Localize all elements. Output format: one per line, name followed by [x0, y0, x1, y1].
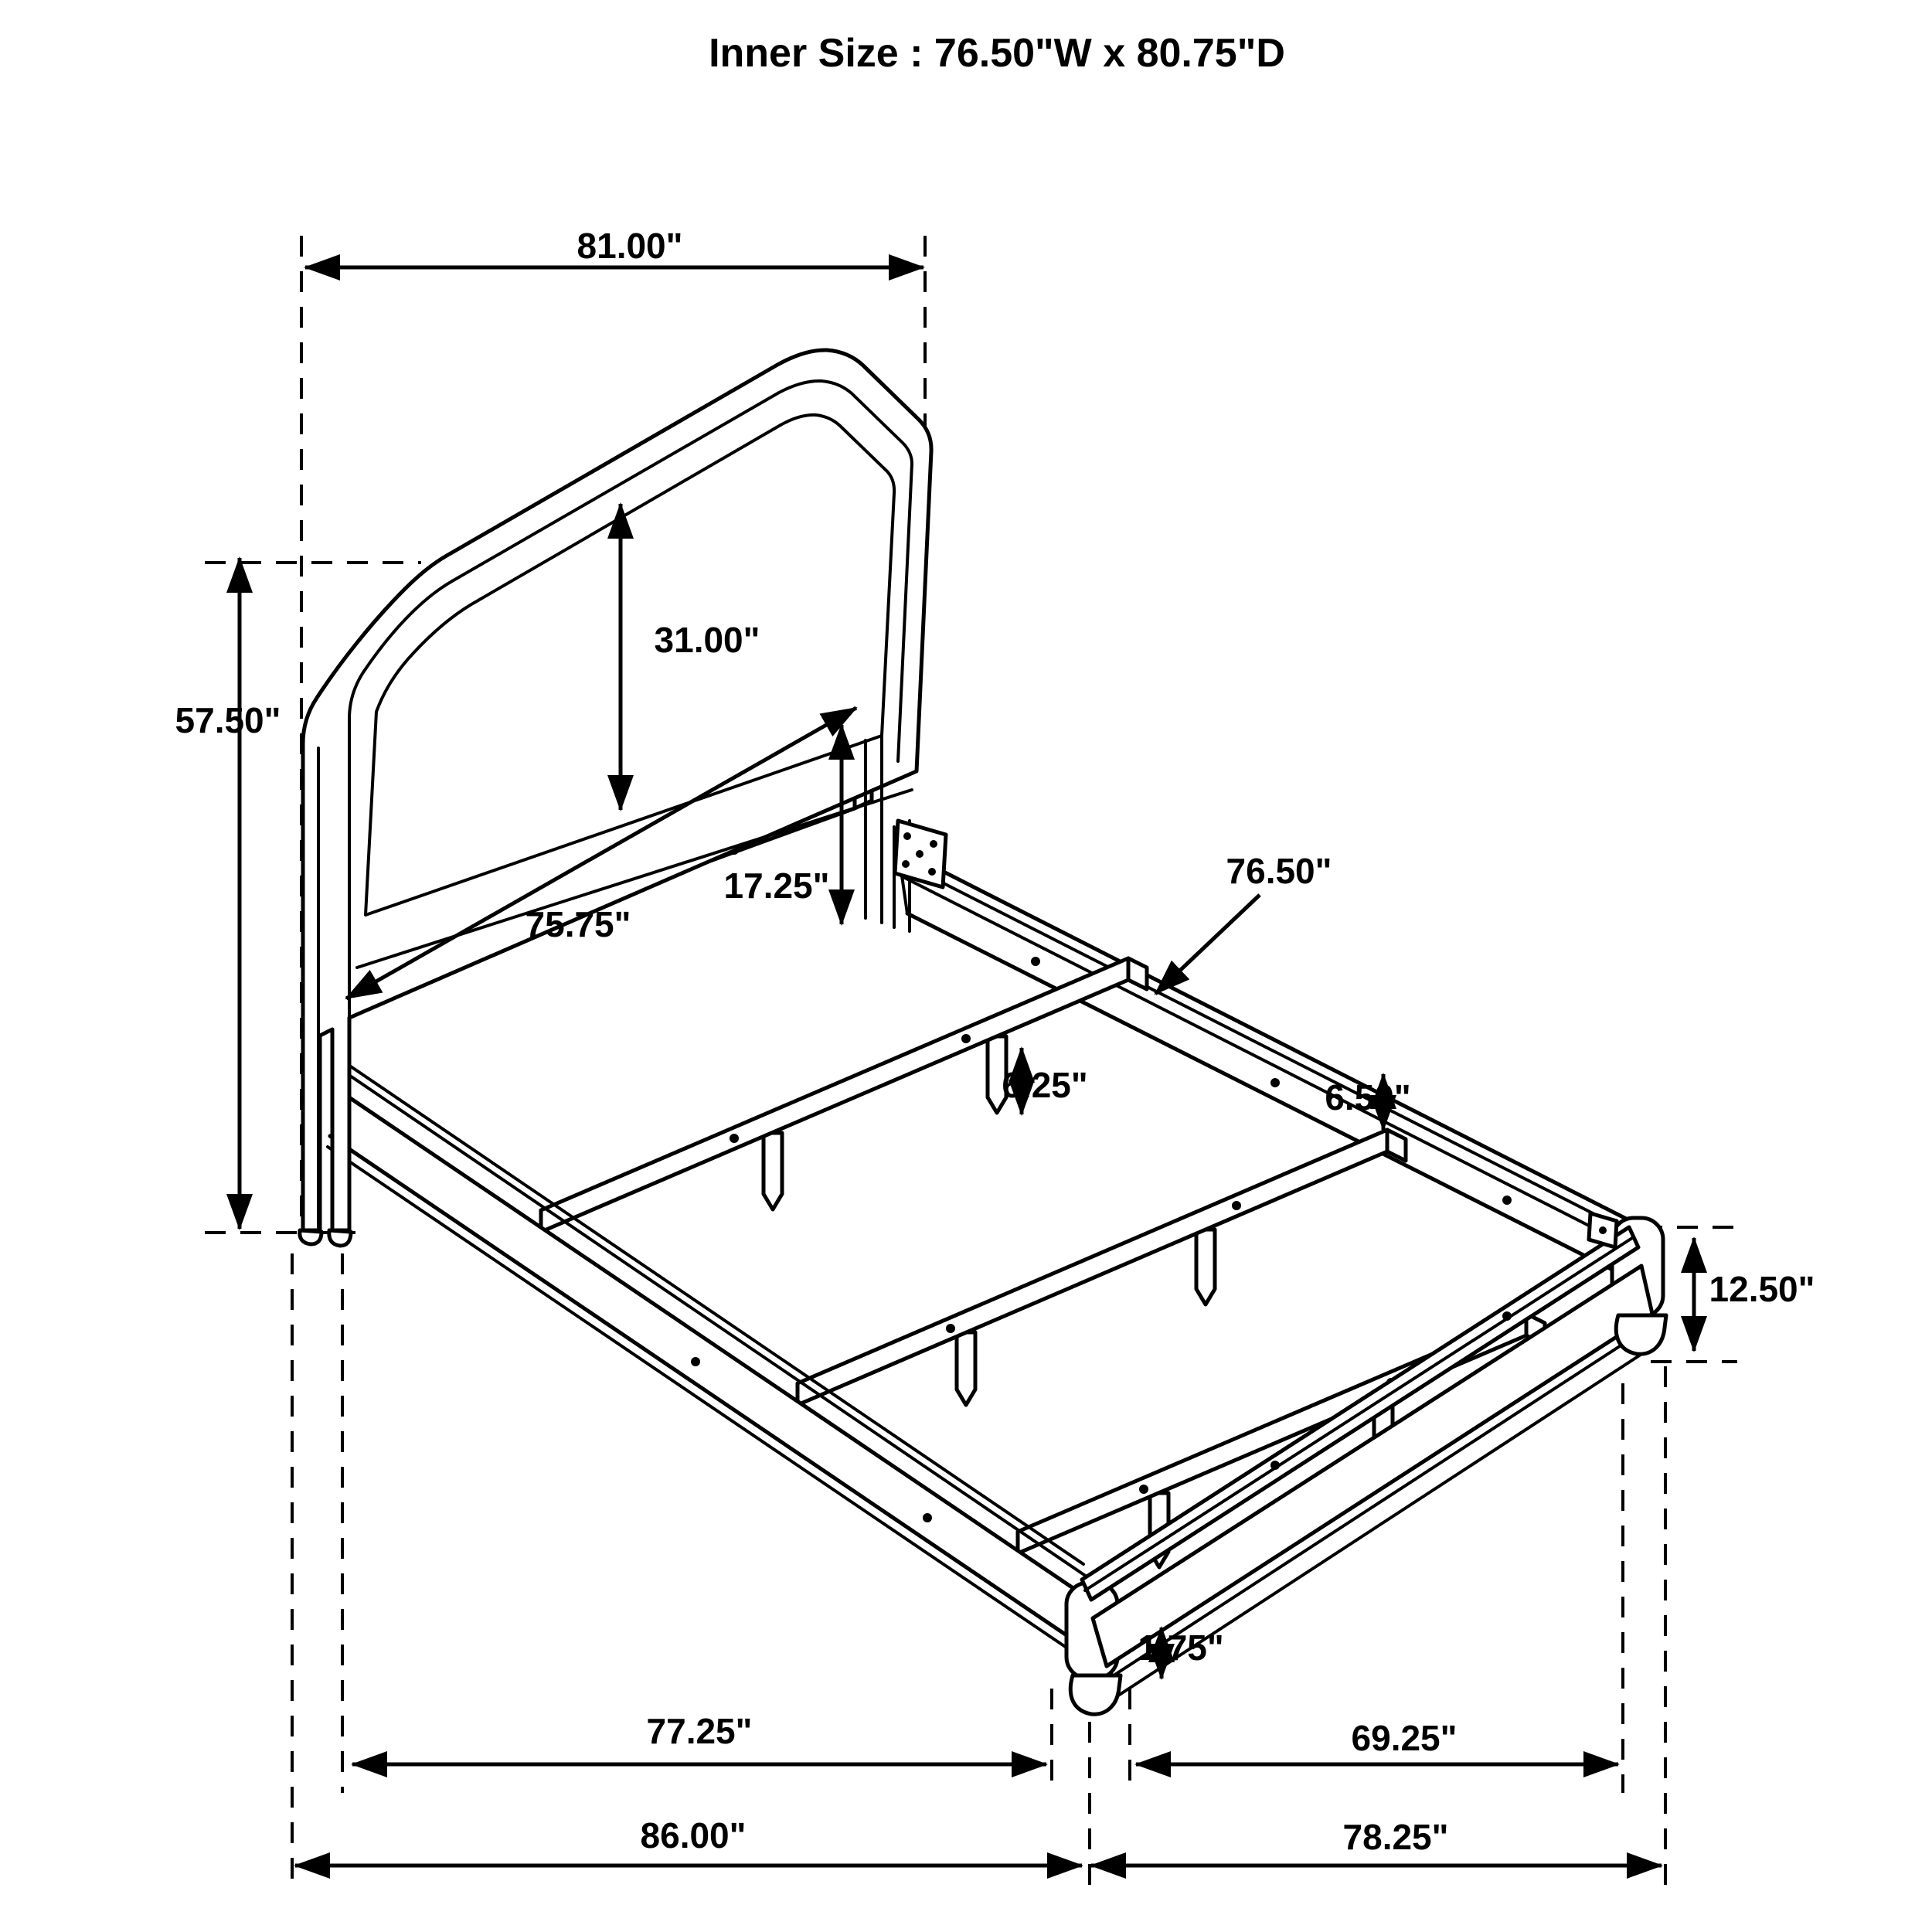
- screw-hole-icon: [1502, 1196, 1512, 1205]
- dimension-foot-height-1-75: [1138, 1628, 1223, 1679]
- dimension-frame-inner-77: [352, 1711, 1046, 1764]
- dimension-label: 12.50": [1709, 1269, 1815, 1309]
- screw-hole-icon: [902, 860, 910, 868]
- dimension-label: 31.00": [654, 620, 760, 660]
- screw-hole-icon: [916, 850, 923, 858]
- dimension-footboard-outer-78: [1091, 1817, 1662, 1866]
- dimension-label: 75.75": [525, 904, 631, 944]
- footboard-left-bun-foot: [1070, 1675, 1121, 1714]
- dimension-label: 1.75": [1138, 1628, 1224, 1668]
- dimension-label: 6.25": [1002, 1065, 1088, 1105]
- slat-leg: [957, 1332, 975, 1405]
- screw-hole-icon: [1232, 1201, 1241, 1210]
- screw-hole-icon: [1031, 957, 1040, 966]
- dimension-label: 17.25": [723, 866, 830, 906]
- dimension-label: 86.00": [640, 1815, 747, 1855]
- headboard-leg-glide: [300, 1230, 321, 1244]
- headboard: [300, 350, 931, 1246]
- dimension-slat-leg-6-25: [1002, 1048, 1087, 1114]
- screw-hole-icon: [903, 832, 911, 840]
- screw-hole-icon: [1270, 1078, 1280, 1087]
- screw-hole-icon: [1599, 1226, 1607, 1234]
- dimension-label: 77.25": [646, 1711, 753, 1751]
- screw-hole-icon: [1502, 1311, 1512, 1321]
- slat-leg: [1196, 1230, 1215, 1304]
- headboard-leg-glide: [329, 1230, 351, 1246]
- dimension-slat-length-76: [1155, 851, 1332, 994]
- screw-hole-icon: [691, 1357, 700, 1366]
- dimension-label: 69.25": [1351, 1718, 1458, 1758]
- extension-lines: [205, 236, 1737, 1895]
- screw-hole-icon: [730, 1134, 739, 1143]
- screw-hole-icon: [961, 1034, 971, 1043]
- screw-hole-icon: [1270, 1461, 1280, 1470]
- dimension-label: 78.25": [1342, 1817, 1449, 1857]
- screw-hole-icon: [930, 840, 937, 848]
- dimension-label: 6.50": [1325, 1077, 1411, 1117]
- dimension-label: 57.50": [175, 700, 281, 740]
- dimension-footboard-inner-69: [1136, 1718, 1618, 1764]
- slat-leg: [764, 1133, 782, 1209]
- page-title: Inner Size : 76.50"W x 80.75"D: [709, 31, 1285, 76]
- screw-hole-icon: [1139, 1485, 1148, 1494]
- screw-hole-icon: [946, 1324, 955, 1333]
- mounting-bracket-plate: [895, 821, 946, 887]
- footboard-right-bun-foot: [1616, 1315, 1666, 1354]
- screw-hole-icon: [928, 868, 936, 876]
- leader-arrow-icon: [1155, 895, 1260, 994]
- dimension-frame-outer-86: [295, 1815, 1082, 1866]
- dimension-headboard-width-81: [305, 226, 923, 267]
- screw-hole-icon: [923, 1513, 932, 1522]
- dimension-footboard-height-12: [1694, 1238, 1815, 1351]
- dimension-label: 76.50": [1226, 851, 1332, 891]
- slat-2: [798, 1130, 1406, 1405]
- dimension-label: 81.00": [577, 226, 683, 266]
- dimension-headboard-height-57: [175, 558, 281, 1229]
